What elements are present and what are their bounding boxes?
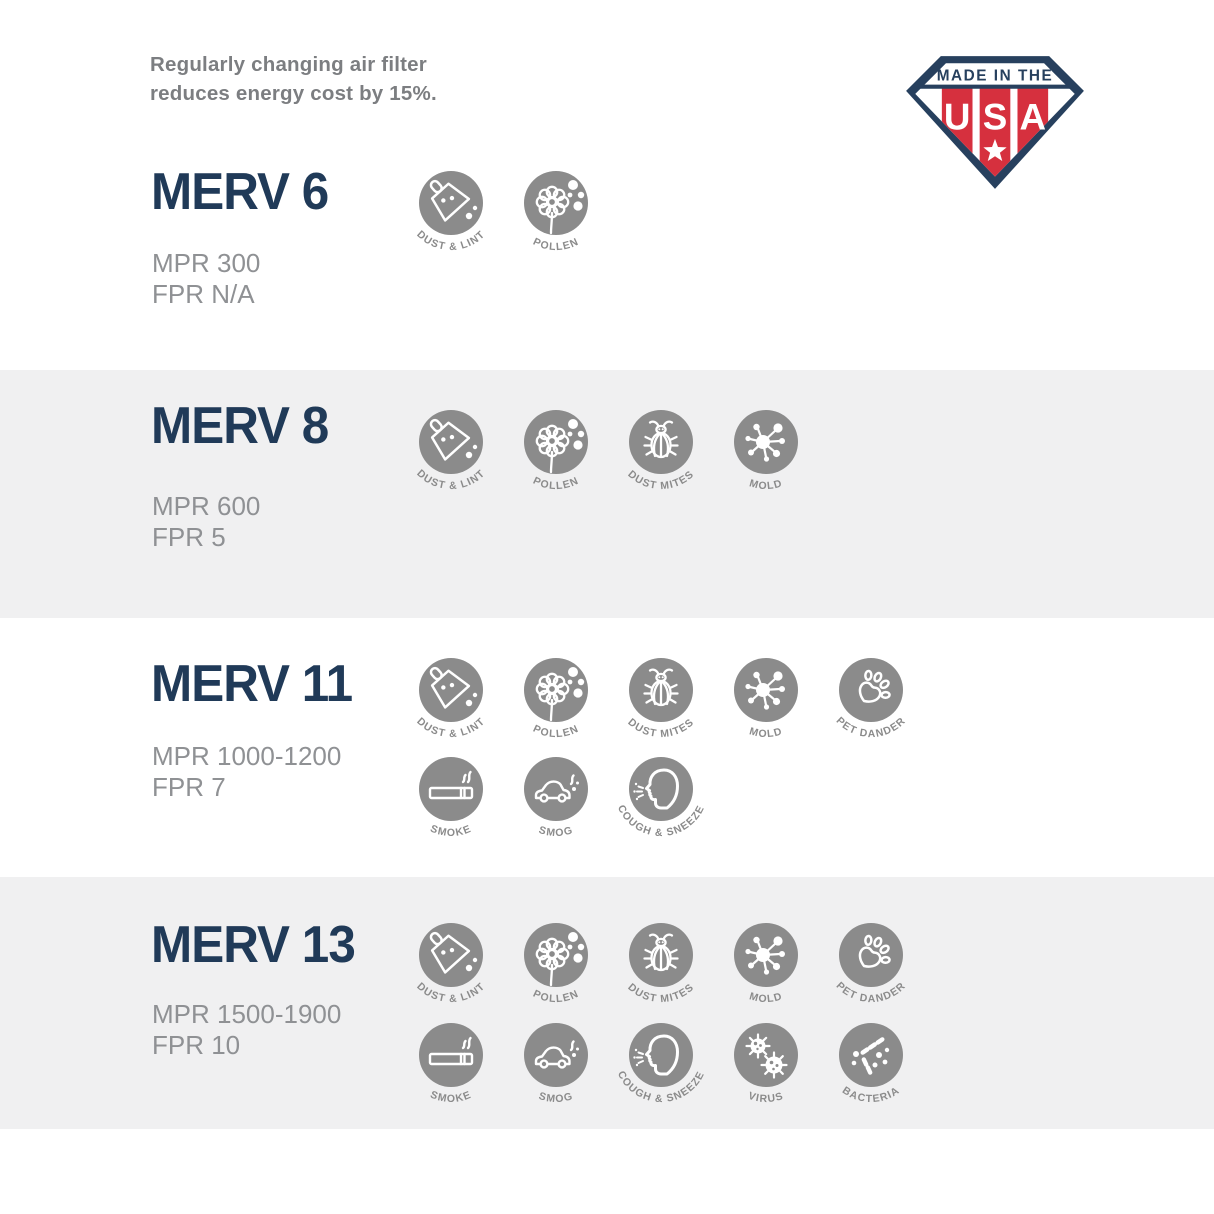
mold-icon xyxy=(716,917,816,1017)
smoke-icon xyxy=(401,751,501,851)
svg-text:PET DANDER: PET DANDER xyxy=(833,714,909,741)
bacteria-icon xyxy=(821,1017,921,1117)
merv13-title: MERV 13 xyxy=(151,916,355,974)
svg-text:DUST MITES: DUST MITES xyxy=(625,981,697,1006)
svg-text:COUGH & SNEEZE: COUGH & SNEEZE xyxy=(614,1069,708,1106)
svg-text:SMOG: SMOG xyxy=(537,824,575,840)
pollen-icon xyxy=(506,404,606,504)
svg-text:POLLEN: POLLEN xyxy=(531,474,581,493)
dust-lint-icon xyxy=(401,404,501,504)
svg-text:DUST MITES: DUST MITES xyxy=(625,716,697,741)
energy-savings-note xyxy=(150,50,437,108)
merv8-fpr: FPR 5 xyxy=(152,522,226,552)
icon-row xyxy=(401,165,606,265)
dust-mites-icon xyxy=(611,917,711,1017)
svg-text:POLLEN: POLLEN xyxy=(531,722,581,741)
svg-text:SMOKE: SMOKE xyxy=(428,1088,474,1106)
icon-row xyxy=(401,751,711,851)
dust-lint-icon xyxy=(401,917,501,1017)
svg-text:MOLD: MOLD xyxy=(747,990,785,1006)
pollen-icon xyxy=(506,652,606,752)
icon-row xyxy=(401,1017,921,1117)
energy-savings-line1: Regularly changing air filter xyxy=(150,53,427,76)
dust-lint-icon xyxy=(401,652,501,752)
made-in-usa-badge-icon xyxy=(903,53,1087,192)
smog-icon xyxy=(506,1017,606,1117)
icon-row xyxy=(401,917,921,1017)
svg-text:DUST & LINT: DUST & LINT xyxy=(414,467,488,493)
merv6-title: MERV 6 xyxy=(151,163,329,221)
svg-text:MOLD: MOLD xyxy=(747,725,785,741)
merv8-mpr: MPR 600 xyxy=(152,491,261,521)
merv8-title: MERV 8 xyxy=(151,397,329,455)
svg-text:POLLEN: POLLEN xyxy=(531,987,581,1006)
pet-dander-icon xyxy=(821,917,921,1017)
merv13-ratings xyxy=(152,999,341,1061)
pollen-icon xyxy=(506,917,606,1017)
badge-top-label: MADE IN THE xyxy=(936,67,1054,85)
svg-text:PET DANDER: PET DANDER xyxy=(833,979,909,1006)
icon-row xyxy=(401,404,816,504)
pollen-icon xyxy=(506,165,606,265)
merv13-mpr: MPR 1500-1900 xyxy=(152,999,342,1029)
badge-letter-a: A xyxy=(1019,96,1047,138)
svg-text:BACTERIA: BACTERIA xyxy=(839,1084,903,1106)
dust-mites-icon xyxy=(611,652,711,752)
merv6-ratings xyxy=(152,248,260,310)
cough-sneeze-icon xyxy=(611,751,711,851)
merv11-fpr: FPR 7 xyxy=(152,772,226,802)
badge-letter-u: U xyxy=(943,96,971,138)
merv8-ratings xyxy=(152,491,260,553)
dust-lint-icon xyxy=(401,165,501,265)
merv13-fpr: FPR 10 xyxy=(152,1030,241,1060)
svg-text:DUST & LINT: DUST & LINT xyxy=(414,715,488,741)
svg-text:COUGH & SNEEZE: COUGH & SNEEZE xyxy=(614,803,708,840)
svg-text:DUST & LINT: DUST & LINT xyxy=(414,980,488,1006)
virus-icon xyxy=(716,1017,816,1117)
merv6-fpr: FPR N/A xyxy=(152,279,255,309)
icon-row xyxy=(401,652,921,752)
energy-savings-line2: reduces energy cost by 15%. xyxy=(150,82,437,105)
svg-text:POLLEN: POLLEN xyxy=(531,235,581,254)
dust-mites-icon xyxy=(611,404,711,504)
svg-text:SMOKE: SMOKE xyxy=(428,822,474,840)
merv11-ratings xyxy=(152,741,341,803)
svg-text:MOLD: MOLD xyxy=(747,477,785,493)
merv11-title: MERV 11 xyxy=(151,655,353,713)
merv6-mpr: MPR 300 xyxy=(152,248,261,278)
smoke-icon xyxy=(401,1017,501,1117)
pet-dander-icon xyxy=(821,652,921,752)
svg-text:DUST MITES: DUST MITES xyxy=(625,468,697,493)
svg-text:VIRUS: VIRUS xyxy=(746,1089,786,1106)
mold-icon xyxy=(716,652,816,752)
badge-letter-s: S xyxy=(982,96,1008,138)
cough-sneeze-icon xyxy=(611,1017,711,1117)
svg-text:SMOG: SMOG xyxy=(537,1090,575,1106)
smog-icon xyxy=(506,751,606,851)
svg-text:DUST & LINT: DUST & LINT xyxy=(414,228,488,254)
merv11-mpr: MPR 1000-1200 xyxy=(152,741,342,771)
mold-icon xyxy=(716,404,816,504)
